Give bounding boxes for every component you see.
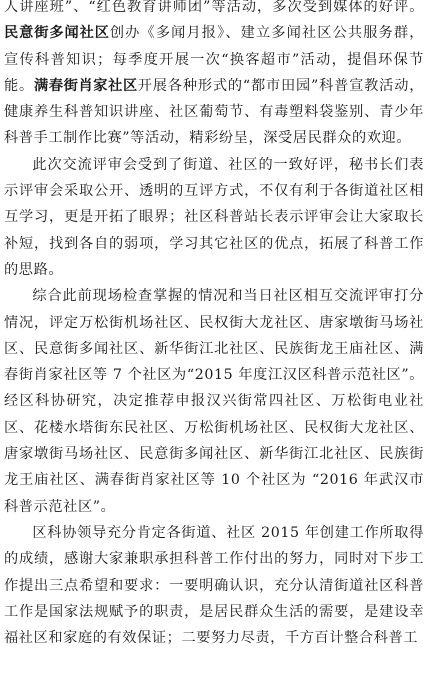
paragraph-community-activities bbox=[4, 0, 424, 152]
paragraph-review-feedback bbox=[4, 152, 424, 283]
text-segment: 此次交流评审会受到了街道、社区的一致好评，秘书长们表示评审会采取公开、透明的互评方式，不仅有利于各街道社区相互学习，更是开拓了眼界；社区科普站长表示评审会让大家取长补短，找到各自的弱项，学习其它社区的优点，拓展了科普工作的思路。 bbox=[4, 156, 424, 278]
text-segment: 综合此前现场检查掌握的情况和当日社区相互交流评审打分情况，评定万松街机场社区、民权街大龙社区、唐家墩街马场社区、民意街多闻社区、新华街江北社区、民族街龙王庙社区、满春街肖家社区等 7 个社区为“2015 年度江汉区科普示范社区”。经区科协研究，决定推荐申报汉兴街常四社区、万松街电业社区、花楼水塔街东民社区、万松街机场社区、民权街大龙社区、唐家墩街马场社区、民意街多闻社区、新华街江北社区、民族街龙王庙社区、满春街肖家社区等 10 个社区为 “2016 年武汉市科普示范社区”。 bbox=[4, 288, 424, 515]
text-segment: 区科协领导充分肯定各街道、社区 2015 年创建工作所取得的成绩，感谢大家兼职承担科普工作付出的努力，同时对下步工作提出三点希望和要求：一要明确认识，充分认清街道社区科普工作是国家法规赋予的职责，是居民群众生活的需要，是建设幸福社区和家庭的有效保证；二要努力尽责，千方百计整合科普工 bbox=[4, 524, 424, 647]
community-name-xiaojia: 满春街肖家社区 bbox=[34, 77, 138, 94]
text-segment: 人讲座班”、“红色教育讲师团”等活动，多次受到媒体的好评。 bbox=[4, 0, 424, 15]
text-segment: 开展各种形式的“都市田园”科普宣教活动，健康养生科普知识讲座、社区葡萄节、有毒塑料袋鉴别、青少年科普手工制作比赛”等活动，精彩纷呈，深受居民群众的欢迎。 bbox=[4, 77, 424, 147]
text-segment: 创办《多闻月报》、建立多闻社区公共服务群，宣传科普知识；每季度开展一次“换客超市”活动，提倡环保节能。 bbox=[4, 25, 424, 94]
document-page bbox=[4, 0, 424, 651]
community-name-duowen: 民意街多闻社区 bbox=[4, 25, 110, 42]
paragraph-evaluation-results bbox=[4, 283, 424, 520]
paragraph-leadership-requirements bbox=[4, 520, 424, 651]
